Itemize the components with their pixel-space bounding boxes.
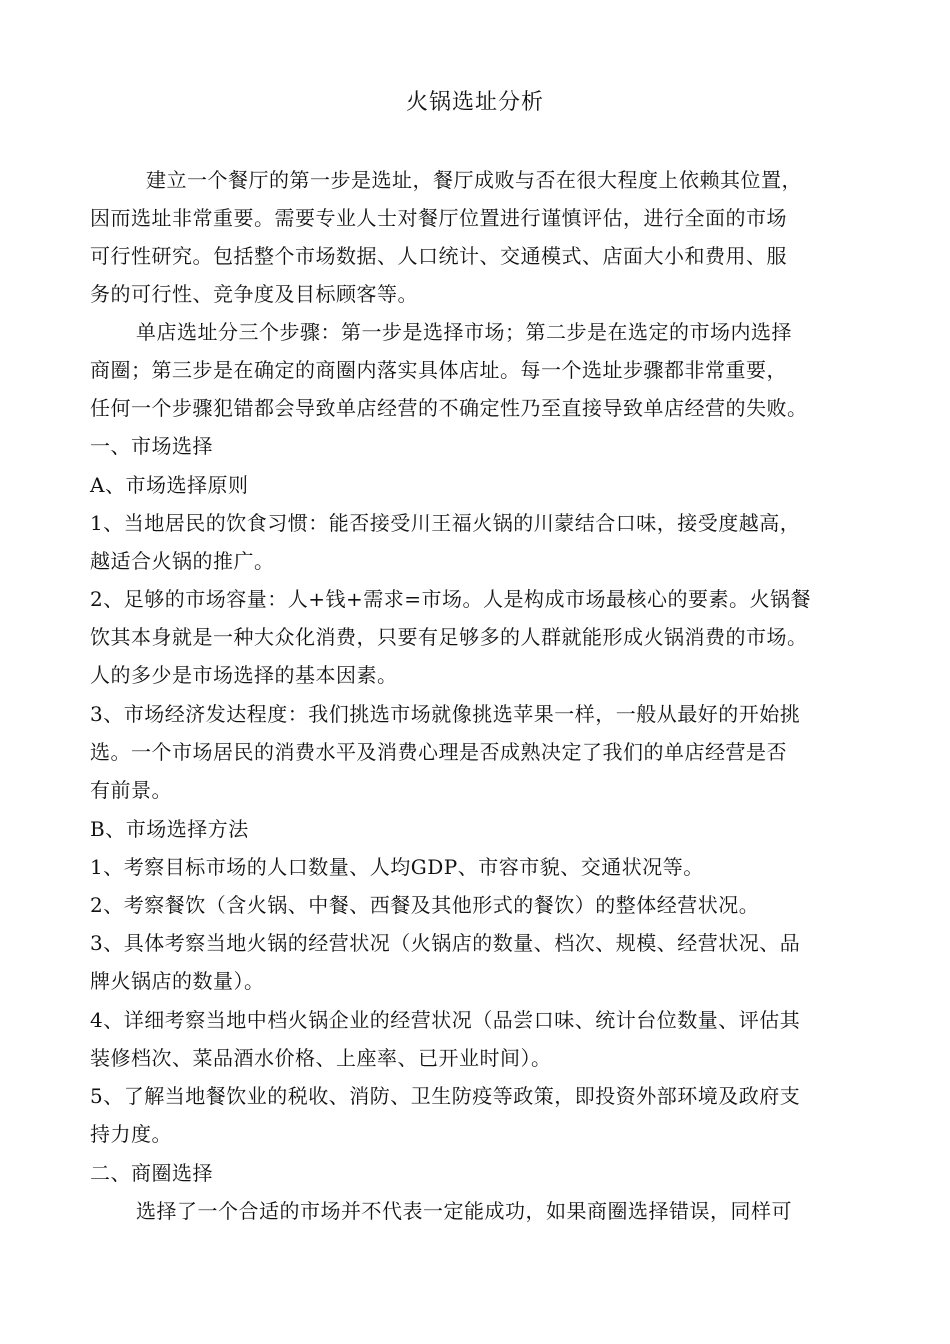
- list-item-line: 饮其本身就是一种大众化消费，只要有足够多的人群就能形成火锅消费的市场。: [90, 625, 808, 649]
- section-heading: 二、商圈选择: [90, 1161, 213, 1185]
- document-title: 火锅选址分析: [405, 90, 544, 115]
- list-item-line: 持力度。: [90, 1122, 172, 1146]
- paragraph-line: 商圈；第三步是在确定的商圈内落实具体店址。每一个选址步骤都非常重要，: [90, 358, 787, 382]
- paragraph-line: 任何一个步骤犯错都会导致单店经营的不确定性乃至直接导致单店经营的失败。: [90, 396, 808, 420]
- list-item-line: 选。一个市场居民的消费水平及消费心理是否成熟决定了我们的单店经营是否: [90, 740, 787, 764]
- list-item-line: 装修档次、菜品酒水价格、上座率、已开业时间）。: [90, 1046, 552, 1070]
- list-item-line: 有前景。: [90, 778, 172, 802]
- list-item-line: 2、足够的市场容量：人+钱+需求=市场。人是构成市场最核心的要素。火锅餐: [90, 587, 811, 611]
- subsection-heading: B、市场选择方法: [90, 817, 249, 841]
- list-item-line: 1、当地居民的饮食习惯：能否接受川王福火锅的川蒙结合口味，接受度越高，: [90, 511, 801, 535]
- list-item-line: 4、详细考察当地中档火锅企业的经营状况（品尝口味、统计台位数量、评估其: [90, 1008, 801, 1032]
- paragraph-line: 因而选址非常重要。需要专业人士对餐厅位置进行谨慎评估，进行全面的市场: [90, 206, 787, 230]
- paragraph-line: 可行性研究。包括整个市场数据、人口统计、交通模式、店面大小和费用、服: [90, 244, 787, 268]
- list-item-line: 人的多少是市场选择的基本因素。: [90, 663, 398, 687]
- paragraph-line: 建立一个餐厅的第一步是选址，餐厅成败与否在很大程度上依赖其位置，: [146, 168, 802, 192]
- list-item-line: 越适合火锅的推广。: [90, 549, 275, 573]
- subsection-heading: A、市场选择原则: [90, 473, 249, 497]
- section-heading: 一、市场选择: [90, 434, 213, 458]
- paragraph-line: 务的可行性、竞争度及目标顾客等。: [90, 282, 418, 306]
- list-item-line: 牌火锅店的数量）。: [90, 969, 265, 993]
- list-item-line: 5、了解当地餐饮业的税收、消防、卫生防疫等政策，即投资外部环境及政府支: [90, 1084, 801, 1108]
- list-item-line: 3、市场经济发达程度：我们挑选市场就像挑选苹果一样，一般从最好的开始挑: [90, 702, 801, 726]
- paragraph-line: 选择了一个合适的市场并不代表一定能成功，如果商圈选择错误，同样可: [136, 1199, 792, 1223]
- list-item-line: 2、考察餐饮（含火锅、中餐、西餐及其他形式的餐饮）的整体经营状况。: [90, 893, 760, 917]
- paragraph-line: 单店选址分三个步骤：第一步是选择市场；第二步是在选定的市场内选择: [136, 320, 792, 344]
- list-item-line: 3、具体考察当地火锅的经营状况（火锅店的数量、档次、规模、经营状况、品: [90, 931, 801, 955]
- list-item-line: 1、考察目标市场的人口数量、人均GDP、市容市貌、交通状况等。: [90, 855, 704, 879]
